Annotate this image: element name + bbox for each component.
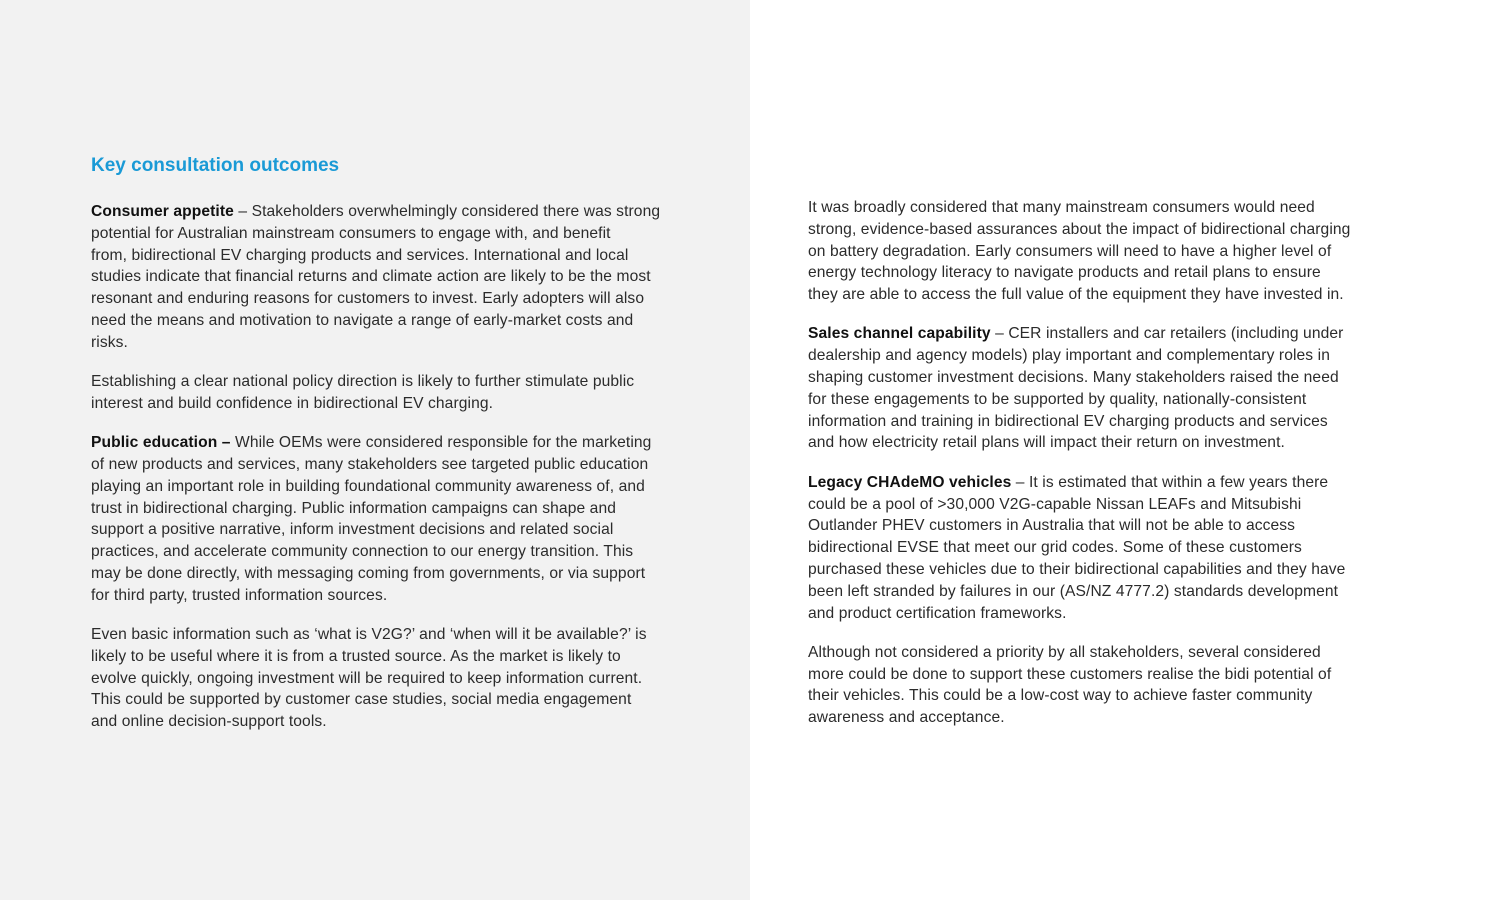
text-line bbox=[91, 432, 731, 454]
text-line bbox=[808, 685, 1448, 707]
right-paragraphs bbox=[808, 197, 1448, 729]
left-paragraphs bbox=[91, 201, 731, 733]
line-text: – CER installers and car retailers (including under bbox=[990, 325, 1344, 343]
text-line bbox=[808, 197, 1448, 219]
text-line bbox=[91, 498, 731, 520]
text-line bbox=[91, 689, 731, 711]
line-text: support a positive narrative, inform investment decisions and related social bbox=[91, 521, 614, 539]
paragraph bbox=[91, 201, 731, 354]
text-line bbox=[91, 541, 731, 563]
text-line bbox=[808, 367, 1448, 389]
line-text: may be done directly, with messaging coming from governments, or via support bbox=[91, 564, 646, 582]
paragraph-lead: Public education – bbox=[91, 434, 231, 452]
paragraph bbox=[808, 323, 1448, 454]
line-text: bidirectional EVSE that meet our grid codes. Some of these customers bbox=[808, 539, 1302, 557]
line-text: resonant and enduring reasons for customers to invest. Early adopters will also bbox=[91, 290, 645, 308]
line-text: purchased these vehicles due to their bidirectional capabilities and they have bbox=[808, 560, 1346, 578]
paragraph bbox=[808, 642, 1448, 729]
paragraph-lead: Legacy CHAdeMO vehicles bbox=[808, 473, 1012, 491]
line-text: and how electricity retail plans will impact their return on investment. bbox=[808, 434, 1285, 452]
text-line bbox=[91, 624, 731, 646]
right-column bbox=[808, 197, 1448, 747]
line-text: – Stakeholders overwhelmingly considered there was strong bbox=[233, 203, 661, 220]
text-line bbox=[91, 646, 731, 668]
text-line bbox=[808, 432, 1448, 454]
text-line bbox=[91, 266, 731, 288]
text-line bbox=[808, 284, 1448, 306]
text-line bbox=[808, 664, 1448, 686]
left-column bbox=[91, 153, 731, 751]
text-line bbox=[91, 332, 731, 354]
text-line bbox=[91, 201, 731, 223]
line-text: It was broadly considered that many mainstream consumers would need bbox=[808, 199, 1315, 216]
line-text: shaping customer investment decisions. Many stakeholders raised the need bbox=[808, 369, 1339, 387]
line-text: – It is estimated that within a few years there bbox=[1011, 473, 1329, 491]
text-line bbox=[91, 585, 731, 607]
line-text: playing an important role in building foundational community awareness of, and bbox=[91, 477, 645, 495]
text-line bbox=[91, 223, 731, 245]
paragraph bbox=[91, 432, 731, 606]
text-line bbox=[808, 642, 1448, 664]
paragraph bbox=[91, 624, 731, 733]
line-text: dealership and agency models) play important and complementary roles in bbox=[808, 347, 1330, 365]
line-text: evolve quickly, ongoing investment will be required to keep information current. bbox=[91, 669, 643, 687]
text-line bbox=[808, 515, 1448, 537]
section-heading: Key consultation outcomes bbox=[91, 155, 340, 176]
line-text: information and training in bidirectional EV charging products and services bbox=[808, 412, 1328, 430]
paragraph bbox=[808, 472, 1448, 625]
line-text: practices, and accelerate community connection to our energy transition. This bbox=[91, 543, 634, 561]
line-text: of new products and services, many stakeholders see targeted public education bbox=[91, 455, 649, 473]
text-line bbox=[808, 411, 1448, 433]
line-text: need the means and motivation to navigate a range of early-market costs and bbox=[91, 311, 634, 329]
paragraph-lead: Consumer appetite bbox=[91, 203, 234, 220]
text-line bbox=[808, 323, 1448, 345]
line-text: This could be supported by customer case studies, social media engagement bbox=[91, 691, 632, 709]
line-text: trust in bidirectional charging. Public information campaigns can shape and bbox=[91, 499, 616, 517]
line-text: been left stranded by failures in our (AS/NZ 4777.2) standards development bbox=[808, 582, 1339, 600]
text-line bbox=[91, 668, 731, 690]
line-text: risks. bbox=[91, 333, 128, 351]
text-line bbox=[808, 603, 1448, 625]
paragraph-lead: Sales channel capability bbox=[808, 325, 991, 343]
text-line bbox=[91, 393, 731, 415]
line-text: could be a pool of >30,000 V2G-capable Nissan LEAFs and Mitsubishi bbox=[808, 495, 1302, 513]
line-text: Even basic information such as ‘what is V2G?’ and ‘when will it be available?’ is bbox=[91, 626, 647, 644]
line-text: they are able to access the full value of the equipment they have invested in. bbox=[808, 286, 1344, 304]
paragraph bbox=[91, 371, 731, 415]
line-text: energy technology literacy to navigate products and retail plans to ensure bbox=[808, 264, 1321, 282]
text-line bbox=[808, 707, 1448, 729]
text-line bbox=[808, 262, 1448, 284]
text-line bbox=[91, 288, 731, 310]
text-line bbox=[808, 494, 1448, 516]
text-line bbox=[91, 310, 731, 332]
line-text: their vehicles. This could be a low-cost way to achieve faster community bbox=[808, 687, 1313, 705]
text-line bbox=[808, 472, 1448, 494]
text-line bbox=[808, 241, 1448, 263]
text-line bbox=[808, 345, 1448, 367]
line-text: awareness and acceptance. bbox=[808, 709, 1005, 727]
line-text: and online decision-support tools. bbox=[91, 713, 327, 731]
line-text: strong, evidence-based assurances about the impact of bidirectional charging bbox=[808, 220, 1351, 238]
line-text: more could be done to support these customers realise the bidi potential of bbox=[808, 665, 1332, 683]
line-text: for third party, trusted information sources. bbox=[91, 586, 388, 604]
paragraph bbox=[808, 197, 1448, 306]
text-line bbox=[91, 476, 731, 498]
text-line bbox=[91, 371, 731, 393]
line-text: potential for Australian mainstream consumers to engage with, and benefit bbox=[91, 224, 611, 242]
text-line bbox=[91, 519, 731, 541]
line-text: studies indicate that financial returns and climate action are likely to be the most bbox=[91, 268, 651, 286]
line-text: Outlander PHEV customers in Australia that will not be able to access bbox=[808, 517, 1296, 535]
text-line bbox=[91, 563, 731, 585]
text-line bbox=[91, 454, 731, 476]
line-text: interest and build confidence in bidirectional EV charging. bbox=[91, 394, 494, 412]
text-line bbox=[808, 389, 1448, 411]
text-line bbox=[91, 711, 731, 733]
line-text: Establishing a clear national policy direction is likely to further stimulate public bbox=[91, 373, 635, 391]
line-text: and product certification frameworks. bbox=[808, 604, 1067, 622]
text-line bbox=[808, 537, 1448, 559]
line-text: for these engagements to be supported by quality, nationally-consistent bbox=[808, 390, 1307, 408]
line-text: While OEMs were considered responsible for the marketing bbox=[230, 434, 652, 452]
line-text: from, bidirectional EV charging products and services. International and local bbox=[91, 246, 629, 264]
text-line bbox=[808, 219, 1448, 241]
line-text: on battery degradation. Early consumers will need to have a higher level of bbox=[808, 242, 1332, 260]
line-text: likely to be useful where it is from a trusted source. As the market is likely to bbox=[91, 647, 621, 665]
text-line bbox=[808, 559, 1448, 581]
text-line bbox=[91, 245, 731, 267]
line-text: Although not considered a priority by all stakeholders, several considered bbox=[808, 643, 1321, 661]
text-line bbox=[808, 581, 1448, 603]
